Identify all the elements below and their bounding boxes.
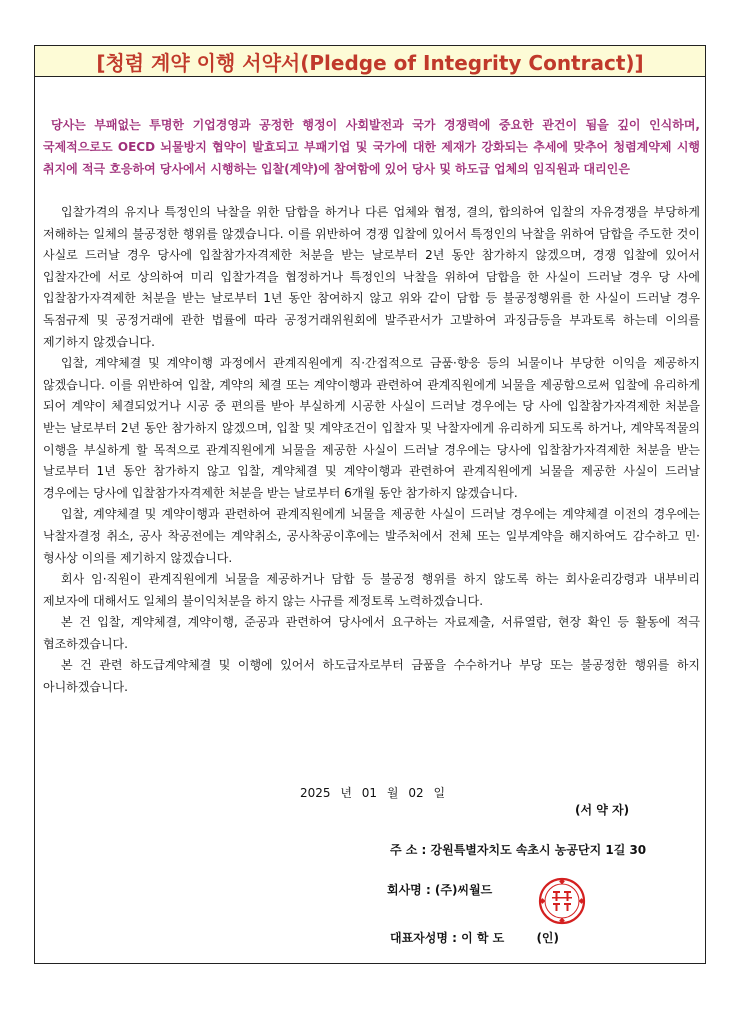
date-year-unit: 년 — [340, 786, 352, 800]
pledge-paragraph-6: 본 건 관련 하도급계약체결 및 이행에 있어서 하도급자로부터 금품을 수수하거나 부당 또는 불공정한 행위를 하지 아니하겠습니다. — [43, 658, 700, 695]
pledge-body — [43, 202, 700, 699]
document-title: [청렴 계약 이행 서약서(Pledge of Integrity Contract)] — [96, 50, 644, 75]
representative-line — [390, 929, 559, 946]
date-year: 2025 — [300, 786, 331, 800]
pledge-paragraph-5: 본 건 입찰, 계약체결, 계약이행, 준공과 관련하여 당사에서 요구하는 자료제출, 서류열람, 현장 확인 등 활동에 적극 협조하겠습니다. — [43, 615, 700, 651]
pledge-paragraph-1: 입찰가격의 유지나 특정인의 낙찰을 위한 담합을 하거나 다른 업체와 협정, 결의, 합의하여 입찰의 자유경쟁을 부당하게 저해하는 일체의 불공정한 행위를 않겠습니다. 이를 위반하여 경쟁 입찰에 있어서 특정인의 낙찰을 위하여 담합을 주도한 것이 사실로 드러날 경우 당사에 입찰참가자격제한 처분을 받는 날로부터 2년 동안 참가하지 않겠으며, 경쟁 입찰에 있어서 입찰자간에 서로 상의하여 미리 입찰가격을 협정하거나 특정인의 낙찰을 위하여 담합을 한 사실이 드러날 경우 당 사에 입찰참가자격제한 처분을 받는 날로부터 1년 동안 참여하지 않고 위와 같이 담합 등 불공정행위를 한 사실이 드러날 경우 독점규제 및 공정거래에 관한 법률에 따라 공정거래위원회에 발주관서가 고발하여 과징금등을 부과토록 하는데 이의를 제기하지 않겠습니다. — [43, 205, 700, 349]
pledge-paragraph-2: 입찰, 계약체결 및 계약이행 과정에서 관계직원에게 직·간접적으로 금품·향응 등의 뇌물이나 부당한 이익을 제공하지 않겠습니다. 이를 위반하여 입찰, 계약의 체결 또는 계약이행과 관련하여 관계직원에게 뇌물을 제공함으로써 입찰에 유리하게 되어 계약이 체결되었거나 시공 중 편의를 받아 부실하게 시공한 사실이 드러날 경우에는 당 사에 입찰참가자격제한 처분을 받는 날로부터 2년 동안 참가하지 않겠으며, 입찰 및 계약조건이 입찰자 및 낙찰자에게 유리하게 되도록 하거나, 계약목적물의 이행을 부실하게 할 목적으로 관계직원에게 뇌물을 제공한 사실이 드러날 경우에는 당사에 입찰참가자격제한 처분을 받는 날로부터 1년 동안 참가하지 않고 입찰, 계약체결 및 계약이행과 관련하여 관계직원에게 뇌물을 제공한 사실이 드러날 경우에는 당사에 입찰참가자격제한 처분을 받는 날로부터 6개월 동안 참가하지 않겠습니다. — [43, 356, 700, 500]
pledge-paragraph-3: 입찰, 계약체결 및 계약이행과 관련하여 관계직원에게 뇌물을 제공한 사실이 드러날 경우에는 계약체결 이전의 경우에는 낙찰자결정 취소, 공사 착공전에는 계약취소, 공사착공이후에는 발주처에서 전체 또는 일부계약을 해지하여도 감수하고 민·형사상 이의를 제기하지 않겠습니다. — [43, 507, 700, 565]
date-month-unit: 월 — [386, 786, 399, 800]
pledge-paragraph-4: 회사 임·직원이 관계직원에게 뇌물을 제공하거나 담합 등 불공정 행위를 하지 않도록 하는 회사윤리강령과 내부비리 제보자에 대해서도 일체의 불이익처분을 하지 않는 사규를 제정토록 노력하겠습니다. — [43, 572, 700, 608]
representative-name: 대표자성명 : 이 학 도 — [390, 931, 505, 945]
date-day: 02 — [408, 786, 424, 800]
intro-paragraph: 당사는 부패없는 투명한 기업경영과 공정한 행정이 사회발전과 국가 경쟁력에 중요한 관건이 됨을 깊이 인식하며, 국제적으로도 OECD 뇌물방지 협약이 발효되고 부패기업 및 국가에 대한 제재가 강화되는 추세에 맞추어 청렴계약제 시행 취지에 적극 호응하여 당사에서 시행하는 입찰(계약)에 참여함에 있어 당사 및 하도급 업체의 임직원과 대리인은 — [43, 118, 700, 176]
company-name: 회사명 : (주)씨월드 — [387, 883, 493, 897]
signer-label: (서 약 자) — [575, 803, 630, 817]
seal-mark: (인) — [536, 931, 559, 945]
pledge-date — [300, 784, 451, 801]
company-seal-icon — [537, 876, 587, 926]
pledge-document — [34, 45, 706, 964]
date-day-unit: 일 — [433, 786, 446, 800]
date-month: 01 — [361, 786, 378, 800]
title-bar — [35, 46, 705, 77]
address-line: 주 소 : 강원특별자치도 속초시 농공단지 1길 30 — [390, 843, 647, 857]
